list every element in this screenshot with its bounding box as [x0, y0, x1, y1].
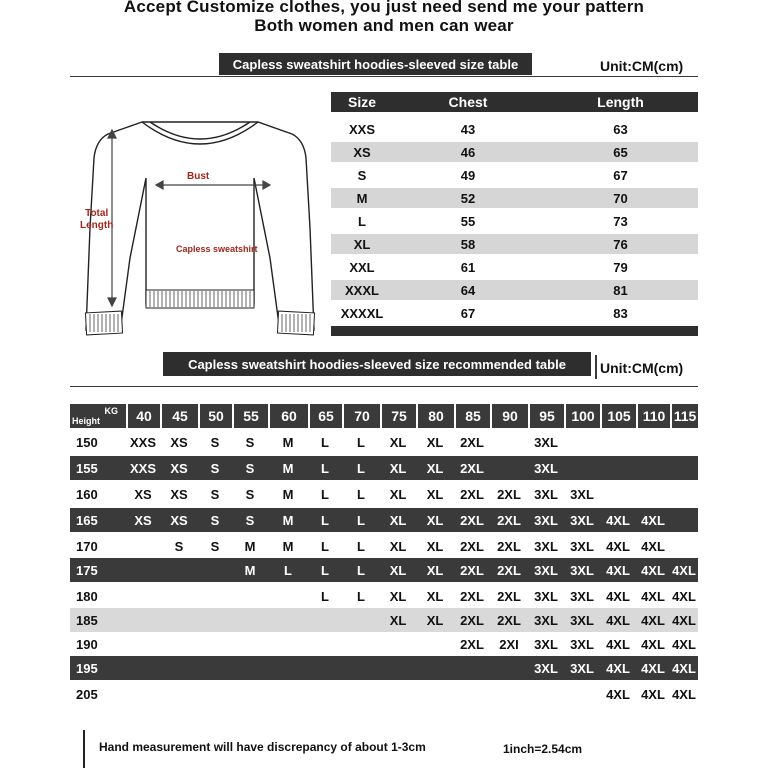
size-cell: 3XL	[570, 486, 594, 502]
size-cell	[600, 456, 636, 480]
size-cell: 2XI	[499, 636, 519, 652]
size-cell: 4XL	[641, 636, 665, 652]
weight-header-cell: 55	[232, 404, 268, 428]
size-cell: L	[321, 434, 329, 450]
divider	[70, 76, 698, 77]
size-cell: 3XL	[534, 538, 558, 554]
size-cell: L	[358, 213, 366, 229]
weight-header-cell: 60	[268, 404, 308, 428]
size-cell	[232, 632, 268, 656]
size-cell: 4XL	[606, 562, 630, 578]
height-cell: 185	[76, 612, 98, 628]
length-cell: 83	[613, 305, 628, 321]
height-cell: 170	[76, 538, 98, 554]
vertical-rule	[595, 355, 597, 379]
size-cell: XS	[170, 434, 188, 450]
size-cell: XL	[389, 434, 407, 450]
size-cell	[342, 608, 380, 632]
size-cell	[342, 656, 380, 680]
size-cell: L	[357, 538, 365, 554]
size-cell: 4XL	[641, 686, 665, 702]
size-cell: XL	[426, 486, 444, 502]
weight-header-cell: 90	[490, 404, 528, 428]
size-cell: 3XL	[570, 512, 594, 528]
size-cell: L	[321, 562, 329, 578]
size-cell	[232, 656, 268, 680]
size-cell: 3XL	[534, 588, 558, 604]
size-cell	[232, 682, 268, 706]
table-row	[70, 508, 698, 532]
size-cell	[268, 608, 308, 632]
size-cell	[636, 482, 670, 506]
size-cell	[126, 656, 160, 680]
height-cell: 160	[76, 486, 98, 502]
size-cell: XL	[389, 538, 407, 554]
size-cell: XXXL	[345, 282, 379, 298]
size-cell	[564, 456, 600, 480]
size-cell: XXXXL	[340, 305, 384, 321]
table-row	[331, 211, 698, 231]
size-cell	[232, 584, 268, 608]
length-cell: 67	[613, 167, 628, 183]
size-cell	[198, 608, 232, 632]
chest-cell: 49	[460, 167, 476, 183]
size-table-header	[331, 92, 698, 112]
size-cell: S	[174, 538, 184, 554]
size-cell	[600, 482, 636, 506]
corner-kg: KG	[104, 406, 118, 416]
size-cell	[308, 608, 342, 632]
size-cell: 4XL	[641, 660, 665, 676]
size-cell: XL	[389, 460, 407, 476]
size-cell: XS	[170, 486, 188, 502]
size-cell	[490, 430, 528, 454]
size-cell: XL	[353, 236, 371, 252]
size-cell: 2XL	[460, 538, 484, 554]
height-cell: 180	[76, 588, 98, 604]
size-cell: XXL	[349, 259, 375, 275]
table-row	[331, 119, 698, 139]
size-cell	[380, 682, 416, 706]
size-cell	[528, 682, 564, 706]
weight-header-cell: 110	[636, 404, 670, 428]
size-cell	[126, 632, 160, 656]
size-cell: S	[210, 486, 220, 502]
size-cell: S	[357, 167, 367, 183]
weight-header-cell: 85	[454, 404, 490, 428]
table-row	[70, 608, 698, 632]
size-cell: 2XL	[460, 486, 484, 502]
size-cell: XXS	[348, 121, 375, 137]
size-cell	[268, 632, 308, 656]
size-cell: 4XL	[672, 686, 696, 702]
size-cell	[490, 456, 528, 480]
size-cell	[490, 682, 528, 706]
height-cell: 155	[76, 460, 98, 476]
chest-cell: 55	[460, 213, 476, 229]
size-cell: XL	[426, 460, 444, 476]
size-cell	[198, 584, 232, 608]
size-cell: 3XL	[534, 486, 558, 502]
size-cell: XXS	[129, 434, 156, 450]
chest-cell: 61	[460, 259, 476, 275]
size-cell: XL	[426, 562, 444, 578]
weight-header-cell: 45	[160, 404, 198, 428]
weight-header-cell: 95	[528, 404, 564, 428]
size-cell: XL	[389, 588, 407, 604]
size-cell: XS	[170, 512, 188, 528]
size-cell: 2XL	[497, 512, 521, 528]
size-cell: M	[282, 486, 294, 502]
size-cell	[342, 682, 380, 706]
size-cell: L	[357, 562, 365, 578]
size-cell: XL	[389, 562, 407, 578]
size-cell: XL	[426, 512, 444, 528]
cuff-icon	[85, 311, 314, 335]
size-cell: L	[357, 512, 365, 528]
size-cell: 3XL	[534, 612, 558, 628]
size-cell: 2XL	[497, 538, 521, 554]
size-cell	[416, 632, 454, 656]
size-cell: 4XL	[606, 538, 630, 554]
total-length-label	[80, 208, 113, 232]
size-cell: S	[245, 486, 255, 502]
bust-label: Bust	[187, 171, 210, 182]
table-row	[331, 303, 698, 323]
size-cell	[126, 608, 160, 632]
size-cell: M	[282, 434, 294, 450]
size-cell: 2XL	[460, 636, 484, 652]
size-cell: 4XL	[606, 636, 630, 652]
weight-header-cell: 50	[198, 404, 232, 428]
size-cell: 2XL	[497, 562, 521, 578]
column-header-chest: Chest	[448, 94, 488, 110]
inch-conversion: 1inch=2.54cm	[503, 742, 583, 756]
table-row	[331, 165, 698, 185]
size-cell	[600, 430, 636, 454]
size-cell	[308, 632, 342, 656]
table-row	[331, 280, 698, 300]
header-line-2: Both women and men can wear	[254, 16, 514, 35]
size-cell: 2XL	[497, 612, 521, 628]
size-cell: L	[321, 460, 329, 476]
size-cell: S	[245, 512, 255, 528]
weight-header-cell: 100	[564, 404, 600, 428]
length-cell: 73	[613, 213, 628, 229]
size-cell	[416, 656, 454, 680]
recommended-table-banner: Capless sweatshirt hoodies-sleeved size recommended table	[163, 352, 591, 376]
size-table-unit: Unit:CM(cm)	[600, 58, 684, 74]
size-cell: 2XL	[460, 588, 484, 604]
size-cell: S	[210, 538, 220, 554]
size-cell	[342, 632, 380, 656]
size-cell	[454, 656, 490, 680]
size-table	[331, 92, 698, 338]
size-cell: XL	[426, 434, 444, 450]
hem-rib-icon	[146, 290, 254, 308]
total-length-label-line1: Total	[85, 208, 109, 219]
size-cell	[198, 632, 232, 656]
table-row	[331, 188, 698, 208]
size-cell: 4XL	[606, 588, 630, 604]
length-cell: 63	[613, 121, 628, 137]
table-row	[70, 534, 698, 558]
size-cell: 4XL	[641, 612, 665, 628]
size-cell	[670, 508, 698, 532]
size-cell: M	[244, 562, 256, 578]
size-cell: 4XL	[672, 588, 696, 604]
table-row	[70, 632, 698, 656]
size-cell	[160, 584, 198, 608]
size-cell	[160, 682, 198, 706]
chest-cell: 64	[460, 282, 476, 298]
size-cell	[308, 682, 342, 706]
size-cell: 2XL	[460, 512, 484, 528]
table-row	[331, 234, 698, 254]
size-cell	[160, 558, 198, 582]
size-cell: 3XL	[534, 562, 558, 578]
size-cell: XXS	[129, 460, 156, 476]
length-cell: 65	[613, 144, 628, 160]
size-cell: M	[356, 190, 368, 206]
corner-height: Height	[72, 416, 100, 426]
length-cell: 76	[613, 236, 628, 252]
size-cell: 3XL	[534, 434, 558, 450]
size-cell: XL	[426, 538, 444, 554]
size-cell: XL	[389, 612, 407, 628]
size-cell: M	[282, 512, 294, 528]
discrepancy-note: Hand measurement will have discrepancy of about 1-3cm	[99, 740, 426, 754]
size-cell: 4XL	[672, 660, 696, 676]
size-cell: 4XL	[606, 512, 630, 528]
size-cell	[160, 608, 198, 632]
size-cell	[198, 558, 232, 582]
weight-header-cell: 70	[342, 404, 380, 428]
size-cell	[268, 656, 308, 680]
size-table-banner: Capless sweatshirt hoodies-sleeved size table	[219, 53, 532, 75]
chest-cell: 67	[460, 305, 476, 321]
chest-cell: 58	[460, 236, 476, 252]
size-cell	[636, 430, 670, 454]
corner-cell	[70, 404, 126, 428]
size-cell	[268, 682, 308, 706]
size-cell: 4XL	[672, 636, 696, 652]
size-cell: 2XL	[460, 460, 484, 476]
size-cell: 4XL	[606, 660, 630, 676]
size-cell: 4XL	[641, 588, 665, 604]
chest-cell: 43	[460, 121, 476, 137]
size-cell	[126, 584, 160, 608]
length-cell: 70	[613, 190, 628, 206]
size-cell: 3XL	[570, 588, 594, 604]
size-cell: 3XL	[534, 636, 558, 652]
size-cell	[490, 656, 528, 680]
size-cell	[380, 632, 416, 656]
size-cell	[126, 682, 160, 706]
recommended-table-unit: Unit:CM(cm)	[600, 360, 684, 376]
size-cell: L	[321, 538, 329, 554]
divider	[70, 386, 698, 387]
size-cell	[670, 534, 698, 558]
size-cell: 4XL	[606, 612, 630, 628]
size-cell: 4XL	[641, 562, 665, 578]
size-cell: 3XL	[570, 636, 594, 652]
table-row	[70, 456, 698, 480]
size-cell: 3XL	[534, 660, 558, 676]
size-cell: 4XL	[672, 612, 696, 628]
size-cell	[636, 456, 670, 480]
column-header-size: Size	[347, 94, 376, 110]
weight-header-cell: 80	[416, 404, 454, 428]
size-cell: L	[321, 486, 329, 502]
size-cell	[380, 656, 416, 680]
size-cell	[126, 558, 160, 582]
size-cell: L	[357, 588, 365, 604]
size-cell: 2XL	[460, 612, 484, 628]
size-cell	[564, 430, 600, 454]
size-cell: L	[357, 460, 365, 476]
size-cell: L	[321, 588, 329, 604]
size-cell: XS	[134, 486, 152, 502]
height-cell: 195	[76, 660, 98, 676]
column-header-length: Length	[597, 94, 644, 110]
size-cell: S	[245, 460, 255, 476]
size-cell: 2XL	[460, 434, 484, 450]
size-cell	[160, 632, 198, 656]
header-line-1: Accept Customize clothes, you just need send me your pattern	[123, 0, 645, 16]
size-cell: XS	[134, 512, 152, 528]
table-row	[70, 656, 698, 680]
total-length-label-line2: Length	[80, 220, 114, 231]
weight-header-cell: 75	[380, 404, 416, 428]
size-cell: L	[284, 562, 292, 578]
garment-label: Capless sweatshirt	[176, 244, 258, 254]
table-row	[70, 430, 698, 454]
size-cell: 2XL	[460, 562, 484, 578]
size-cell: S	[210, 434, 220, 450]
size-cell: M	[282, 460, 294, 476]
size-cell: XS	[170, 460, 188, 476]
size-cell: XL	[426, 588, 444, 604]
table-row	[331, 257, 698, 277]
size-cell: S	[245, 434, 255, 450]
size-table-footer-bar	[331, 326, 698, 336]
height-cell: 190	[76, 636, 98, 652]
size-cell: XL	[426, 612, 444, 628]
size-cell	[308, 656, 342, 680]
size-cell: 3XL	[570, 612, 594, 628]
chest-cell: 52	[460, 190, 476, 206]
size-cell: L	[357, 486, 365, 502]
size-cell	[126, 534, 160, 558]
table-row	[70, 682, 698, 706]
height-cell: 150	[76, 434, 98, 450]
size-cell	[416, 682, 454, 706]
table-row	[70, 482, 698, 506]
weight-header-cell: 105	[600, 404, 636, 428]
size-cell: 3XL	[570, 562, 594, 578]
size-cell: M	[282, 538, 294, 554]
size-cell: 4XL	[606, 686, 630, 702]
weight-header-cell: 115	[670, 404, 698, 428]
size-cell	[160, 656, 198, 680]
footer-rule	[83, 730, 85, 768]
size-cell	[670, 482, 698, 506]
weight-header-cell: 65	[308, 404, 342, 428]
size-cell	[670, 456, 698, 480]
size-cell	[564, 682, 600, 706]
size-cell	[454, 682, 490, 706]
table-row	[70, 558, 698, 582]
size-cell: 3XL	[534, 512, 558, 528]
length-cell: 79	[613, 259, 628, 275]
size-cell: 4XL	[641, 538, 665, 554]
size-cell	[198, 682, 232, 706]
height-cell: 205	[76, 686, 98, 702]
size-cell: L	[321, 512, 329, 528]
size-cell: XL	[389, 486, 407, 502]
height-cell: 175	[76, 562, 98, 578]
size-cell: S	[210, 512, 220, 528]
size-cell: XS	[353, 144, 371, 160]
height-cell: 165	[76, 512, 98, 528]
size-cell: 4XL	[672, 562, 696, 578]
size-cell	[232, 608, 268, 632]
size-cell: 2XL	[497, 588, 521, 604]
size-cell: XL	[389, 512, 407, 528]
size-cell: S	[210, 460, 220, 476]
table-row	[331, 142, 698, 162]
size-cell: L	[357, 434, 365, 450]
chest-cell: 46	[460, 144, 476, 160]
table-row	[70, 584, 698, 608]
size-cell	[268, 584, 308, 608]
size-cell: 3XL	[570, 538, 594, 554]
size-cell	[670, 430, 698, 454]
size-cell: 2XL	[497, 486, 521, 502]
weight-header-cell: 40	[126, 404, 160, 428]
size-cell: 3XL	[570, 660, 594, 676]
size-cell: 4XL	[641, 512, 665, 528]
weight-header-row	[70, 404, 698, 428]
size-cell: 3XL	[534, 460, 558, 476]
length-cell: 81	[613, 282, 628, 298]
recommended-size-table	[70, 404, 698, 704]
size-cell: M	[244, 538, 256, 554]
size-cell	[198, 656, 232, 680]
